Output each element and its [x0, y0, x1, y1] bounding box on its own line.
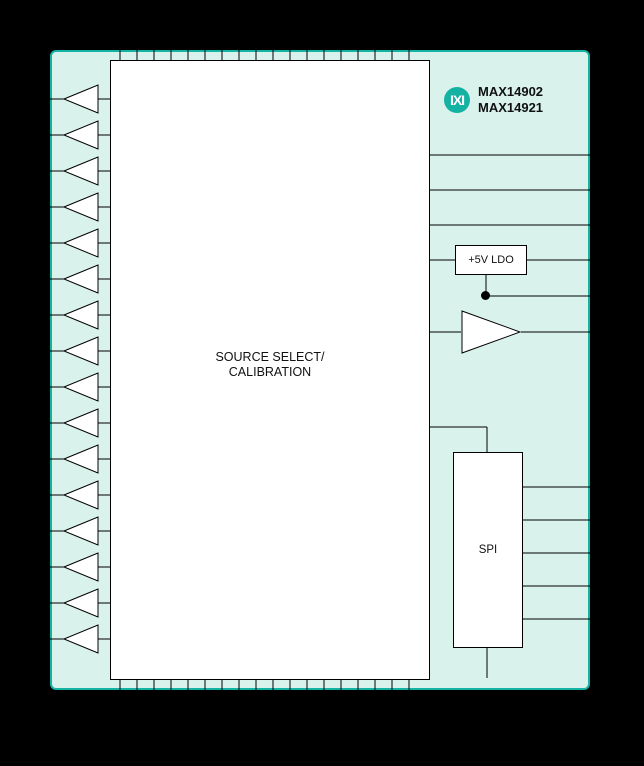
brand-logo: [444, 84, 543, 116]
core-block-label: [110, 350, 430, 380]
spi-block-label: SPI: [478, 544, 498, 556]
core-block-label-line2: CALIBRATION: [228, 365, 312, 379]
part-number-2: MAX14921: [478, 100, 544, 115]
maxim-logo-icon: IXI: [444, 87, 470, 113]
junction-dot: [481, 291, 490, 300]
ldo-block-label: +5V LDO: [468, 254, 514, 266]
core-block-label-line1: SOURCE SELECT/: [215, 350, 325, 364]
spi-block: [453, 452, 523, 648]
ldo-block: [455, 245, 527, 275]
amplifier-symbol: [461, 310, 521, 354]
part-numbers: [478, 84, 543, 116]
part-number-1: MAX14902: [478, 84, 544, 99]
